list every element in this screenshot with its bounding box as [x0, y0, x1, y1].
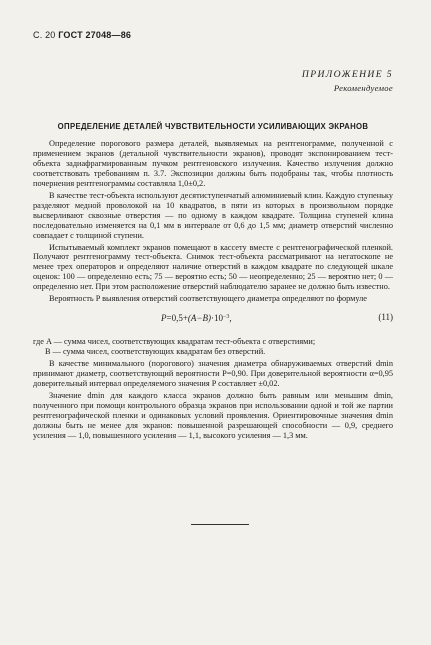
appendix-status: Рекомендуемое: [333, 83, 393, 93]
appendix-label: ПРИЛОЖЕНИЕ 5: [301, 69, 393, 80]
page-number: С. 20: [33, 30, 56, 40]
paragraph-3: Испытываемый комплект экранов помещают в кассету вместе с рентгенографической пленкой. Получают рентгенограмму тест-объекта. Снимок тест-объекта рассматривают на негатоскопе не менее трех операторов и определяют наличие отверстий в каждом квадрате по следующей шкале оценок: 100 — определенно есть; 75 — вероятно есть; 50 — неопределенно; 25 — вероятно нет; 0 — определенно нет. При этом расположение отверстий наблюдателю заранее не должно быть известно.: [33, 242, 393, 292]
paragraph-5b: B — сумма чисел, соответствующих квадратам без отверстий.: [45, 347, 266, 357]
formula-11: [33, 313, 393, 327]
page-header: [33, 30, 131, 40]
end-divider: [191, 524, 249, 525]
paragraph-4: Вероятность P выявления отверстий соответствующего диаметра определяют по формуле: [49, 294, 367, 304]
paragraph-5a: где A — сумма чисел, соответствующих квадратам тест-объекта с отверстиями;: [33, 337, 316, 347]
paragraph-6: В качестве минимального (порогового) значения диаметра обнаруживаемых отверстий dmin принимают диаметр, соответствующий вероятности P=0,90. При доверительной вероятности α=0,95 доверительный интервал определяемого значения P составляет ±0,02.: [33, 359, 393, 389]
formula-expression: $P=0,5+(A-B)\cdot 10^{-3}$,: [161, 313, 232, 324]
paragraph-7: Значение dmin для каждого класса экранов должно быть равным или меньшим dmin, полученного при помощи контрольного образца экранов при использовании одной и той же партии рентгенографической пленки и одинаковых условий проявления. Ориентировочные значения dmin должны быть не менее для экранов: повышенной разрешающей способности — 0,9, среднего усиления — 1,0, повышенного усиления — 1,1, высокого усиления — 1,3 мм.: [33, 391, 393, 440]
document-body: [33, 139, 393, 441]
formula-number: (11): [378, 312, 393, 323]
standard-code: ГОСТ 27048—86: [58, 30, 132, 40]
paragraph-1: Определение порогового размера деталей, выявляемых на рентгенограмме, полученной с применением экранов (детальной чувствительности экранов), проводят экспонированием тест-объекта задиафрагмированным пучком рентгеновского излучения. Качество излучения должно соответствовать требованиям п. 3.7. Экспозиции должны быть подобраны так, чтобы плотность почернения рентгенограммы составляла 1,0±0,2.: [33, 139, 393, 188]
paragraph-2: В качестве тест-объекта используют десятиступенчатый алюминиевый клин. Каждую ступеньку разделяют медной проволокой на 10 квадратов, в пяти из которых в произвольном порядке высверливают сквозные отверстия — по одному в каждом квадрате. Толщина ступеней клина последовательно изменяется на 0,1 мм в интервале от 0,6 до 1,5 мм; диаметр отверстий численно совпадает с толщиной ступени.: [33, 190, 393, 240]
section-title: ОПРЕДЕЛЕНИЕ ДЕТАЛЕЙ ЧУВСТВИТЕЛЬНОСТИ УСИЛИВАЮЩИХ ЭКРАНОВ: [57, 122, 369, 131]
